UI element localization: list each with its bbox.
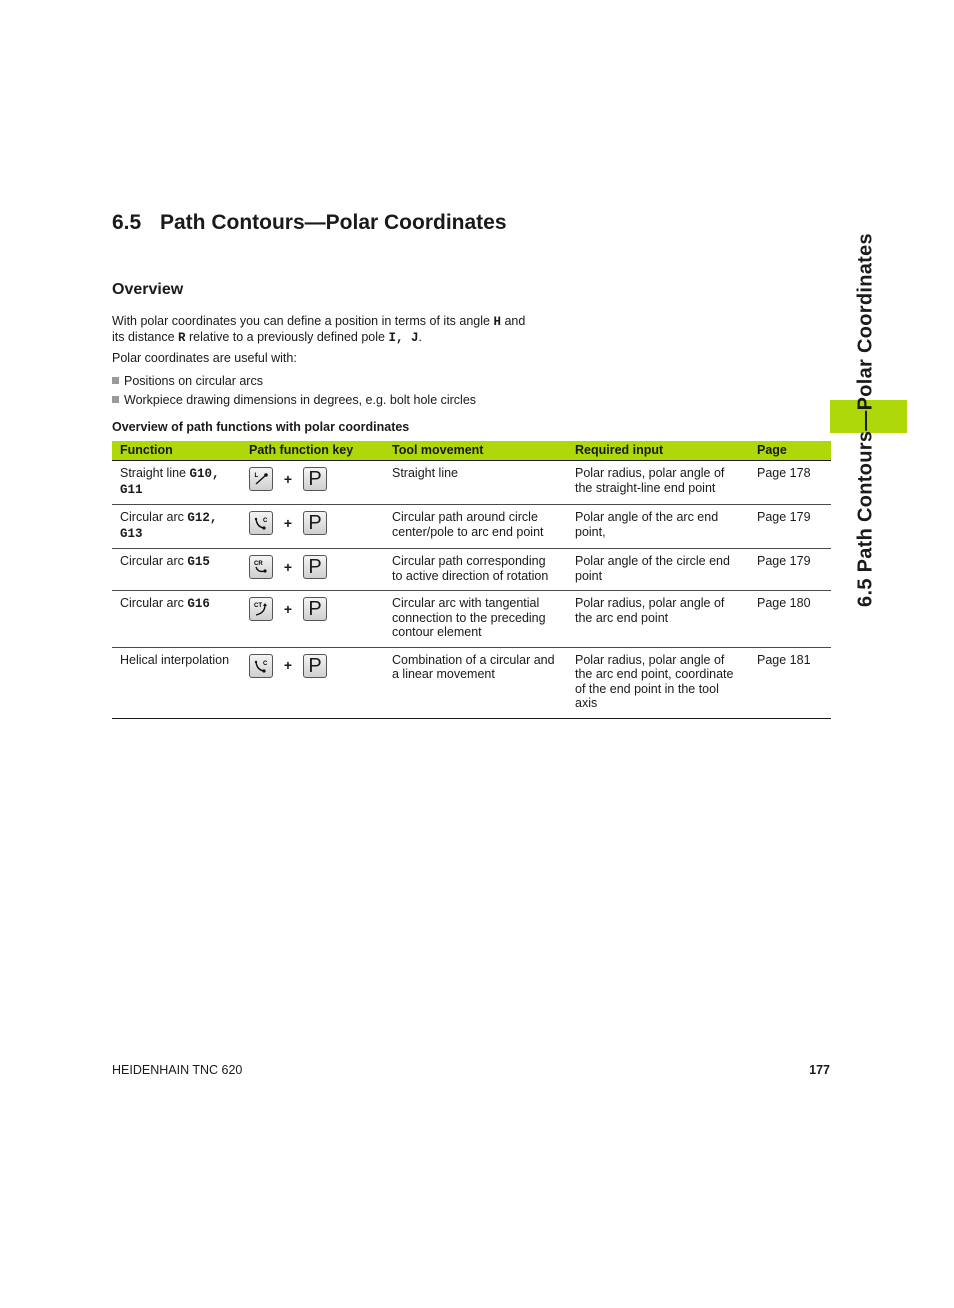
page-cell: Page 180 bbox=[749, 591, 831, 648]
table-caption: Overview of path functions with polar coordinates bbox=[112, 420, 410, 434]
svg-text:CT: CT bbox=[254, 603, 262, 609]
table-row bbox=[112, 647, 831, 718]
bullet-square-icon bbox=[112, 377, 119, 384]
svg-text:C: C bbox=[263, 518, 268, 524]
function-cell: Circular arc G15 bbox=[112, 549, 241, 591]
intro-paragraph: With polar coordinates you can define a position in terms of its angle H and its distance R relative to a previously defined pole I, J. bbox=[112, 314, 526, 345]
movement-cell: Circular path corresponding to active direction of rotation bbox=[384, 549, 567, 591]
table-header-row bbox=[112, 441, 831, 461]
movement-cell: Circular path around circle center/pole to arc end point bbox=[384, 505, 567, 549]
plus-sign: + bbox=[283, 657, 293, 674]
page-cell: Page 178 bbox=[749, 461, 831, 505]
table-row bbox=[112, 591, 831, 648]
plus-sign: + bbox=[283, 600, 293, 617]
tangential-arc-ct-key-icon bbox=[249, 597, 273, 621]
polar-p-key-icon: P bbox=[303, 654, 327, 678]
footer-product-name: HEIDENHAIN TNC 620 bbox=[112, 1063, 243, 1077]
circular-arc-c-key-icon bbox=[249, 654, 273, 678]
movement-cell: Circular arc with tangential connection to the preceding contour element bbox=[384, 591, 567, 648]
pole-code: I, J bbox=[388, 330, 419, 345]
header-required-input: Required input bbox=[567, 441, 749, 461]
header-tool-movement: Tool movement bbox=[384, 441, 567, 461]
polar-p-key-icon: P bbox=[303, 511, 327, 535]
function-cell: Circular arc G12, G13 bbox=[112, 505, 241, 549]
svg-text:C: C bbox=[263, 660, 268, 667]
bullet-square-icon bbox=[112, 396, 119, 403]
circular-arc-c-key-icon bbox=[249, 511, 273, 535]
straight-line-key-icon bbox=[249, 467, 273, 491]
list-item: Positions on circular arcs bbox=[112, 373, 476, 392]
key-cell bbox=[241, 549, 384, 591]
input-cell: Polar angle of the arc end point, bbox=[567, 505, 749, 549]
header-function: Function bbox=[112, 441, 241, 461]
input-cell: Polar angle of the circle end point bbox=[567, 549, 749, 591]
key-cell bbox=[241, 505, 384, 549]
polar-p-key-icon: P bbox=[303, 555, 327, 579]
header-path-function-key: Path function key bbox=[241, 441, 384, 461]
plus-sign: + bbox=[283, 470, 293, 487]
movement-cell: Combination of a circular and a linear movement bbox=[384, 647, 567, 718]
page-cell: Page 179 bbox=[749, 549, 831, 591]
input-cell: Polar radius, polar angle of the arc end point bbox=[567, 591, 749, 648]
table-row bbox=[112, 505, 831, 549]
input-cell: Polar radius, polar angle of the arc end point, coordinate of the end point in the tool axis bbox=[567, 647, 749, 718]
key-cell bbox=[241, 461, 384, 505]
page-number: 177 bbox=[809, 1063, 830, 1077]
key-cell bbox=[241, 591, 384, 648]
function-cell: Helical interpolation bbox=[112, 647, 241, 718]
movement-cell: Straight line bbox=[384, 461, 567, 505]
polar-p-key-icon: P bbox=[303, 467, 327, 491]
vertical-section-title: 6.5 Path Contours—Polar Coordinates bbox=[854, 233, 877, 607]
key-cell bbox=[241, 647, 384, 718]
overview-heading: Overview bbox=[112, 281, 184, 298]
header-page: Page bbox=[749, 441, 831, 461]
useful-with-text: Polar coordinates are useful with: bbox=[112, 351, 297, 365]
page-cell: Page 181 bbox=[749, 647, 831, 718]
list-item: Workpiece drawing dimensions in degrees, e.g. bolt hole circles bbox=[112, 392, 476, 411]
plus-sign: + bbox=[283, 514, 293, 531]
plus-sign: + bbox=[283, 558, 293, 575]
bullet-list bbox=[112, 373, 476, 411]
page-cell: Page 179 bbox=[749, 505, 831, 549]
section-title-text: Path Contours—Polar Coordinates bbox=[160, 211, 507, 234]
table-row bbox=[112, 461, 831, 505]
svg-text:CR: CR bbox=[254, 561, 263, 567]
polar-p-key-icon: P bbox=[303, 597, 327, 621]
section-number: 6.5 bbox=[112, 211, 142, 234]
circular-arc-cr-key-icon bbox=[249, 555, 273, 579]
input-cell: Polar radius, polar angle of the straight-line end point bbox=[567, 461, 749, 505]
angle-code: H bbox=[493, 315, 501, 329]
path-functions-table bbox=[112, 441, 831, 719]
svg-text:L: L bbox=[254, 473, 259, 479]
radius-code: R bbox=[178, 330, 186, 345]
table-row bbox=[112, 549, 831, 591]
function-cell: Straight line G10, G11 bbox=[112, 461, 241, 505]
function-cell: Circular arc G16 bbox=[112, 591, 241, 648]
